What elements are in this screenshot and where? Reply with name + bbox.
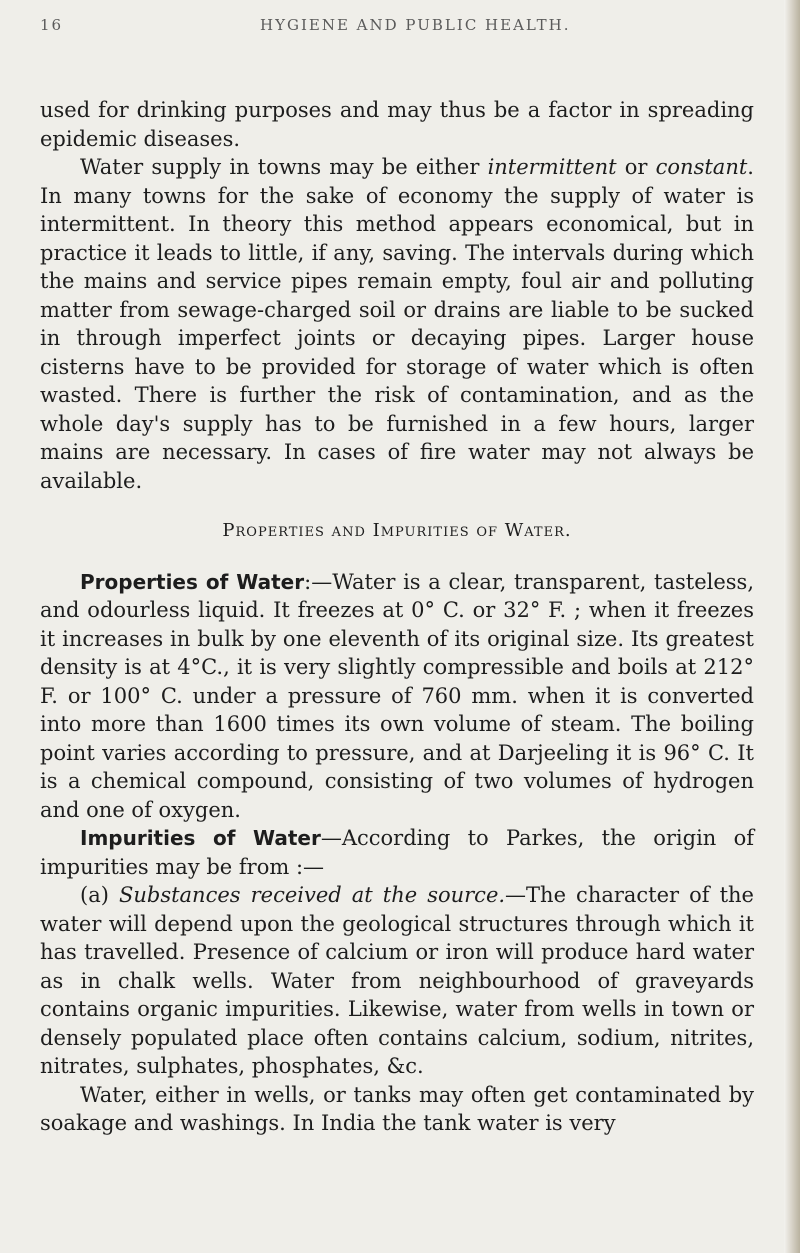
properties-text: :—Water is a clear, transparent, tasteless, and odourless liquid. It freezes at 0° C. or 32° F. ; when it freezes it increases in bulk by one eleventh of its original size. Its greatest density is at 4°C., it is very slightly compressible and boils at 212° F. or 100° C. under a pressure of 760 mm. when it is converted into more than 1600 times its own volume of steam. The boiling point varies according to pressure, and at Darjeeling it is 96° C. It is a chemical compound, consisting of two volumes of hydrogen and one of oxygen. (40, 569, 755, 822)
page-edge-shadow (784, 0, 800, 1253)
list-label: (a) (80, 883, 119, 907)
paragraph-wells-tanks: Water, either in wells, or tanks may often get contaminated by soakage and washings. In India the tank water is very (40, 1082, 754, 1135)
running-title: HYGIENE AND PUBLIC HEALTH. (260, 16, 571, 34)
properties-heading: Properties of Water (80, 569, 305, 594)
section-heading: Properties and Impurities of Water. (222, 520, 572, 541)
body-text (40, 96, 754, 1138)
paragraph-continuation: used for drinking purposes and may thus be a factor in spreading epidemic diseases. (40, 98, 754, 151)
source-a-text: —The character of the water will depend upon the geological structures through which it has travelled. Presence of calcium or iron will produce hard water as in chalk wells. Water from neighbourhood of graveyards contains organic impurities. Likewise, water from wells in town or densely populated place often contains calcium, sodium, nitrites, nitrates, sulphates, phosphates, &c. (40, 883, 754, 1078)
page-number: 16 (40, 16, 64, 34)
impurities-text: —According to Parkes, the origin of impurities may be from :— (40, 826, 754, 879)
term-constant: constant (655, 155, 748, 179)
paragraph-impurities (40, 824, 754, 881)
paragraph-text: or (616, 155, 656, 179)
paragraph-source-a (40, 881, 754, 1081)
term-intermittent: intermittent (487, 155, 617, 179)
paragraph-properties (40, 568, 754, 825)
term-substances: Substances received at the source. (118, 883, 506, 907)
impurities-heading: Impurities of Water (80, 826, 321, 850)
paragraph-text: . In many towns for the sake of economy the supply of water is intermittent. In theory this method appears economical, but in practice it leads to little, if any, saving. The intervals during which the mains and service pipes remain empty, foul air and polluting matter from sewage-charged soil or drains are liable to be sucked in through imperfect joints or decaying pipes. Larger house cisterns have to be provided for storage of water which is often wasted. There is further the risk of contamination, and as the whole day's supply has to be furnished in a few hours, larger mains are necessary. In cases of fire water may not always be available. (40, 155, 754, 493)
running-head (40, 16, 760, 42)
paragraph-text: Water supply in towns may be either (80, 155, 488, 179)
paragraph-water-supply (40, 153, 754, 495)
